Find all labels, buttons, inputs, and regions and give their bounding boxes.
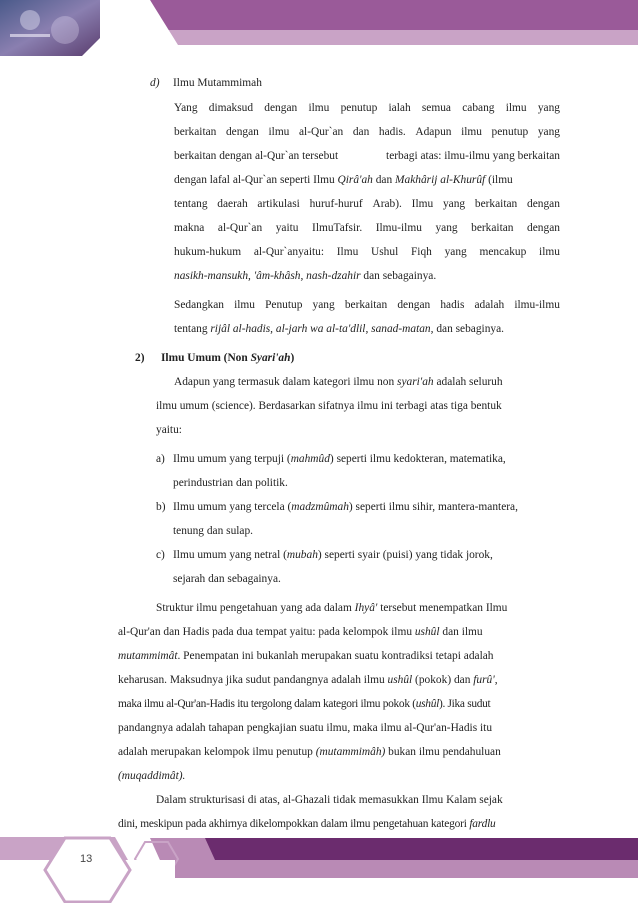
body-line: mutammimât. Penempatan ini bukanlah merupakan suatu kontradiksi tetapi adalah — [118, 650, 494, 662]
list-item-marker: b) — [156, 501, 166, 513]
text-line: ilmu umum (science). Berdasarkan sifatnya ilmu ini terbagi atas tiga bentuk — [156, 400, 502, 412]
body-line: (muqaddimât). — [118, 770, 186, 782]
text-line: Sedangkan ilmu Penutup yang berkaitan dengan hadis adalah ilmu-ilmu — [174, 299, 560, 311]
list-item-cont: perindustrian dan politik. — [173, 477, 288, 489]
text-line: Yang dimaksud dengan ilmu penutup ialah semua cabang ilmu yang — [174, 102, 560, 114]
list-item-cont: tenung dan sulap. — [173, 525, 254, 537]
text-line: berkaitan dengan al-Qur`an tersebut terbagi atas: ilmu-ilmu yang berkaitan — [174, 150, 560, 162]
list-item: Ilmu umum yang tercela (madzmûmah) seperti ilmu sihir, mantera-mantera, — [173, 501, 518, 513]
list-item-cont: sejarah dan sebagainya. — [173, 573, 281, 585]
header-photo-image — [0, 0, 100, 60]
text-line: tentang daerah artikulasi huruf-huruf Arab). Ilmu yang berkaitan dengan — [174, 198, 560, 210]
text-line: hukum-hukum al-Qur`anyaitu: Ilmu Ushul Fiqh yang mencakup ilmu — [174, 246, 560, 258]
text-line: dengan lafal al-Qur`an seperti Ilmu Qirâ'ah dan Makhârij al-Khurûf (ilmu — [174, 174, 513, 186]
body-line: Struktur ilmu pengetahuan yang ada dalam Ihyâ' tersebut menempatkan Ilmu — [156, 602, 508, 614]
text-line: Adapun yang termasuk dalam kategori ilmu non syari'ah adalah seluruh — [174, 376, 503, 388]
footer-decoration — [0, 812, 638, 903]
body-line: pandangnya adalah tahapan pengkajian suatu ilmu, maka ilmu al-Qur'an-Hadis itu — [118, 722, 493, 734]
body-line: keharusan. Maksudnya jika sudut pandangnya adalah ilmu ushûl (pokok) dan furû', — [118, 674, 498, 686]
item-d-title: Ilmu Mutammimah — [173, 77, 262, 89]
body-line: al-Qur'an dan Hadis pada dua tempat yaitu: pada kelompok ilmu ushûl dan ilmu — [118, 626, 483, 638]
section-number: 2) — [135, 352, 145, 364]
text-line: berkaitan dengan ilmu al-Qur`an dan hadis. Adapun ilmu penutup yang — [174, 126, 560, 138]
body-line: adalah merupakan kelompok ilmu penutup (mutammimâh) bukan ilmu pendahuluan — [118, 746, 501, 758]
section-title: Ilmu Umum (Non Syari'ah) — [161, 352, 295, 364]
page-number: 13 — [80, 853, 93, 865]
item-d-marker: d) — [150, 77, 160, 89]
text-line: tentang rijâl al-hadis, al-jarh wa al-ta'dlil, sanad-matan, dan sebaginya. — [174, 323, 505, 335]
list-item-marker: a) — [156, 453, 165, 465]
body-line: dini, meskipun pada akhirnya dikelompokkan dalam ilmu pengetahuan kategori fardlu — [118, 818, 496, 830]
text-line: nasikh-mansukh, 'âm-khâsh, nash-dzahir dan sebagainya. — [174, 270, 437, 282]
body-line: Dalam strukturisasi di atas, al-Ghazali tidak memasukkan Ilmu Kalam sejak — [156, 794, 503, 806]
list-item: Ilmu umum yang netral (mubah) seperti syair (puisi) yang tidak jorok, — [173, 549, 493, 561]
body-line: maka ilmu al-Qur'an-Hadis itu tergolong dalam kategori ilmu pokok (ushûl). Jika sudut — [118, 698, 491, 710]
text-line: makna al-Qur`an yaitu IlmuTafsir. Ilmu-ilmu yang berkaitan dengan — [174, 222, 560, 234]
list-item-marker: c) — [156, 549, 165, 561]
list-item: Ilmu umum yang terpuji (mahmûd) seperti ilmu kedokteran, matematika, — [173, 453, 506, 465]
text-line: yaitu: — [156, 424, 182, 436]
